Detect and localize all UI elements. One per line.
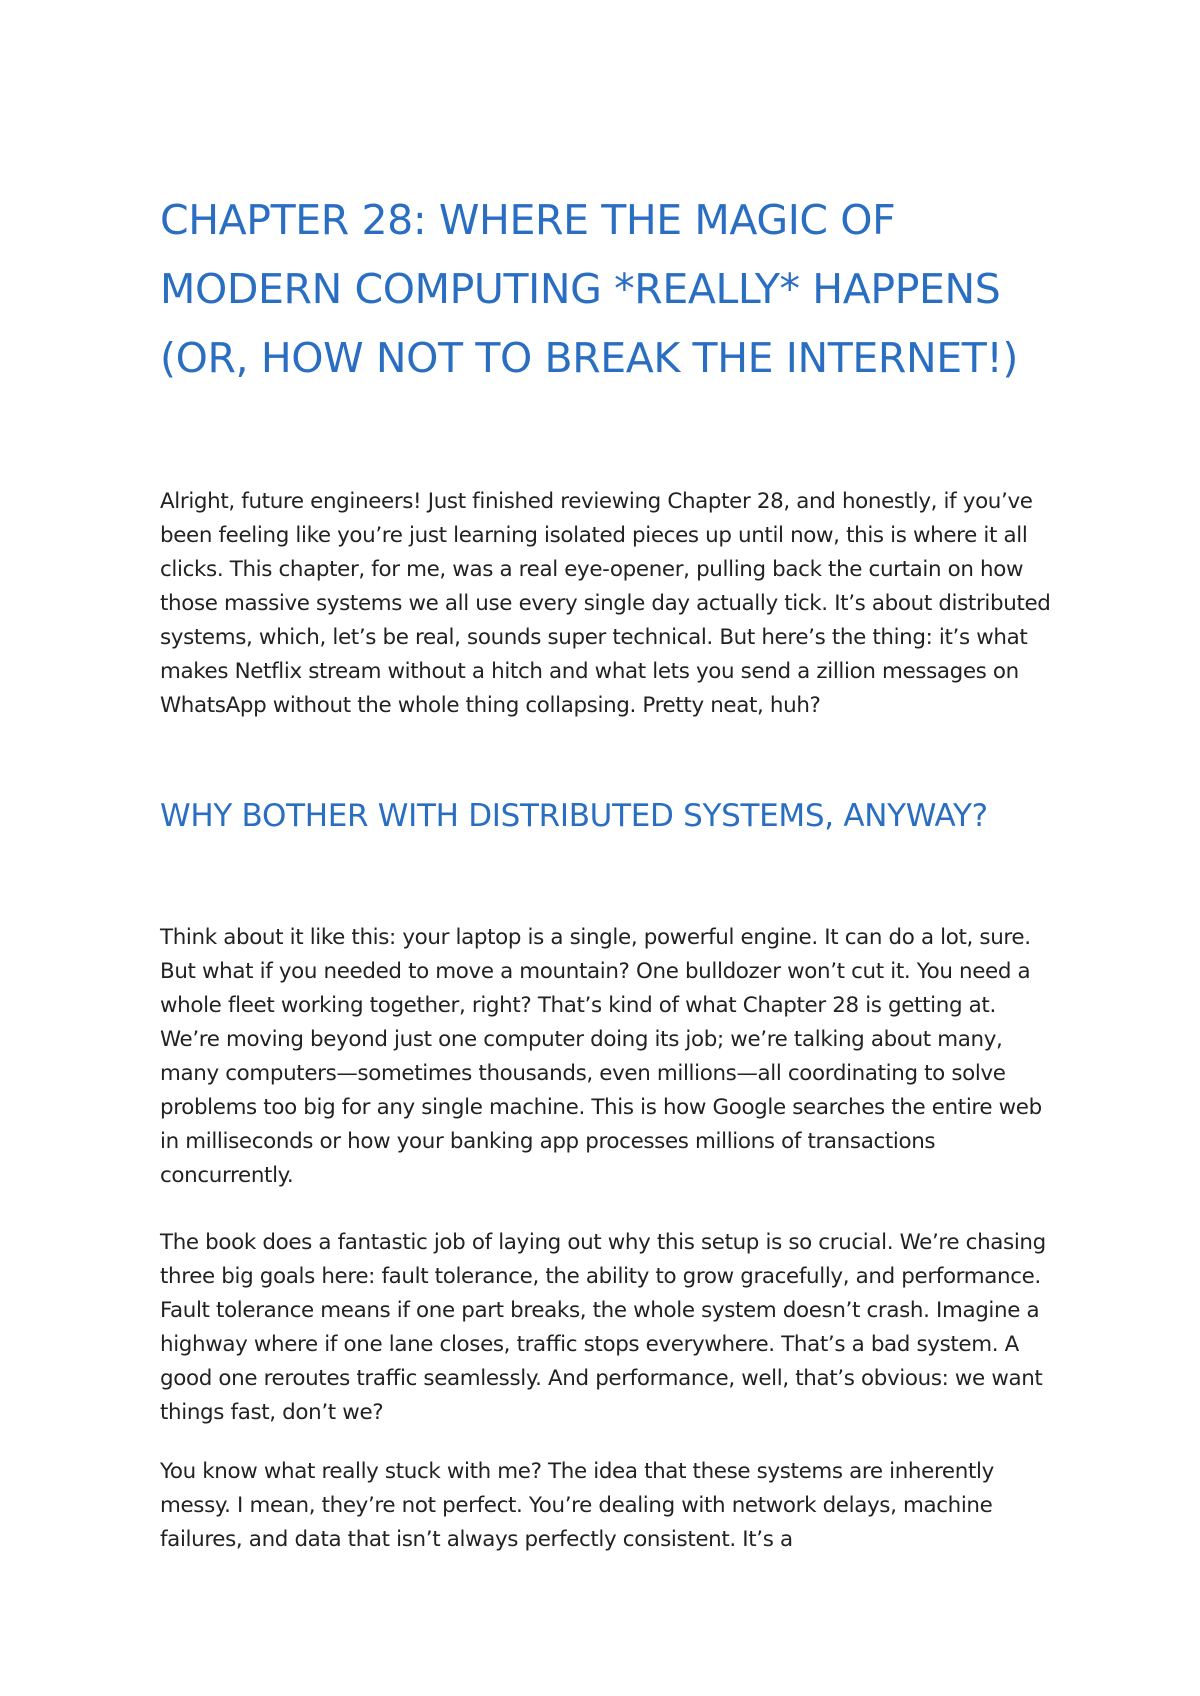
section-heading: WHY BOTHER WITH DISTRIBUTED SYSTEMS, ANYWAY? bbox=[160, 798, 988, 834]
body-paragraph: The book does a fantastic job of laying out why this setup is so crucial. We’re chasing three big goals here: fault tolerance, the ability to grow gracefully, and performance. Fault tolerance means if one part breaks, the whole system doesn’t crash. Imagine a highway where if one lane closes, traffic stops everywhere. That’s a bad system. A good one reroutes traffic seamlessly. And performance, well, that’s obvious: we want things fast, don’t we? bbox=[160, 1230, 1046, 1425]
intro-paragraph: Alright, future engineers! Just finished reviewing Chapter 28, and honestly, if you’ve been feeling like you’re just learning isolated pieces up until now, this is where it all clicks. This chapter, for me, was a real eye-opener, pulling back the curtain on how those massive systems we all use every single day actually tick. It’s about distributed systems, which, let’s be real, sounds super technical. But here’s the thing: it’s what makes Netflix stream without a hitch and what lets you send a zillion messages on WhatsApp without the whole thing collapsing. Pretty neat, huh? bbox=[160, 489, 1051, 718]
body-paragraph: Think about it like this: your laptop is a single, powerful engine. It can do a lot, sure. But what if you needed to move a mountain? One bulldozer won’t cut it. You need a whole fleet working together, right? That’s kind of what Chapter 28 is getting at. We’re moving beyond just one computer doing its job; we’re talking about many, many computers—sometimes thousands, even millions—all coordinating to solve problems too big for any single machine. This is how Google searches the entire web in milliseconds or how your banking app processes millions of transactions concurrently. bbox=[160, 925, 1042, 1188]
body-paragraph: You know what really stuck with me? The idea that these systems are inherently messy. I mean, they’re not perfect. You’re dealing with network delays, machine failures, and data that isn’t always perfectly consistent. It’s a bbox=[160, 1459, 994, 1552]
chapter-title: CHAPTER 28: WHERE THE MAGIC OF MODERN COMPUTING *REALLY* HAPPENS (OR, HOW NOT TO BREAK THE INTERNET!) bbox=[160, 196, 1019, 382]
